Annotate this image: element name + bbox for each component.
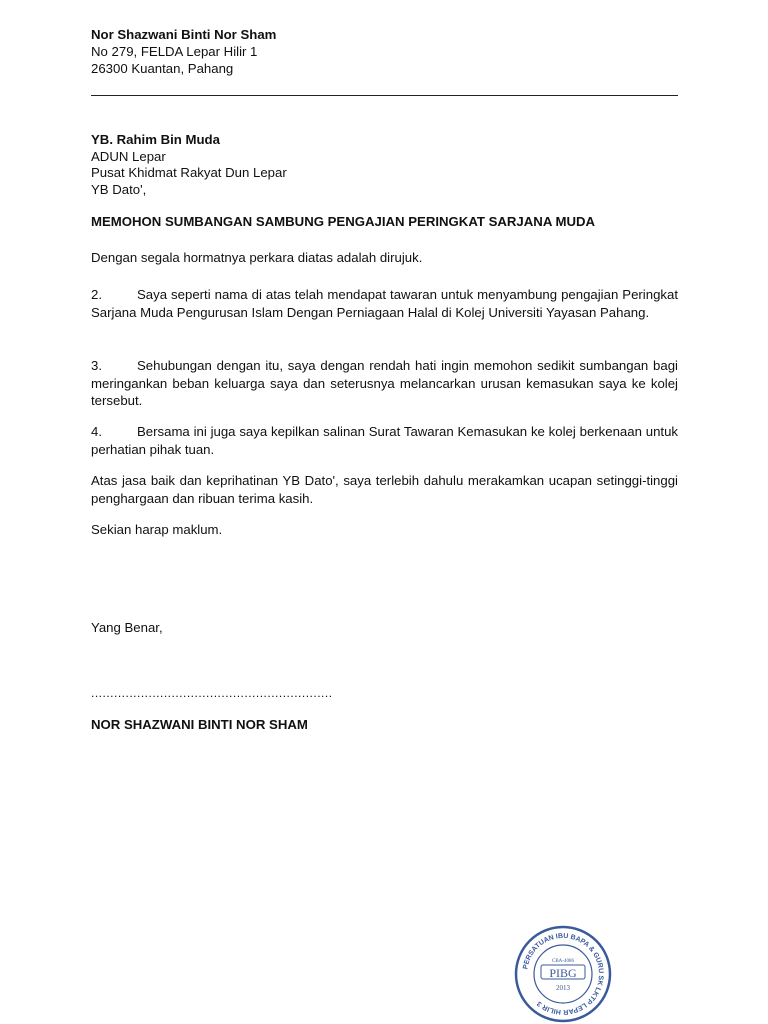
paragraph-number: 4.	[91, 424, 102, 439]
recipient-line1: ADUN Lepar	[91, 149, 166, 164]
sender-name: Nor Shazwani Binti Nor Sham	[91, 27, 277, 42]
signoff-closing: Yang Benar,	[91, 620, 163, 635]
seal-year: 2013	[556, 984, 570, 992]
recipient-salutation: YB Dato',	[91, 182, 147, 197]
body-paragraph-3	[91, 357, 678, 410]
body-intro: Dengan segala hormatnya perkara diatas adalah dirujuk.	[91, 250, 423, 265]
pibg-seal-stamp	[513, 924, 613, 1024]
sender-address-line1: No 279, FELDA Lepar Hilir 1	[91, 44, 258, 59]
paragraph-number: 2.	[91, 287, 102, 302]
signature-line: ...............................................................	[91, 686, 333, 700]
paragraph-text: Saya seperti nama di atas telah mendapat tawaran untuk menyambung pengajian Peringkat Sarjana Muda Pengurusan Islam Dengan Perniagaan Halal di Kolej Universiti Yayasan Pahang.	[91, 287, 678, 320]
sender-address-line2: 26300 Kuantan, Pahang	[91, 61, 234, 76]
signoff-name: NOR SHAZWANI BINTI NOR SHAM	[91, 717, 308, 732]
body-paragraph-2	[91, 286, 678, 321]
recipient-line2: Pusat Khidmat Rakyat Dun Lepar	[91, 165, 287, 180]
paragraph-text: Bersama ini juga saya kepilkan salinan Surat Tawaran Kemasukan ke kolej berkenaan untuk perhatian pihak tuan.	[91, 424, 678, 457]
paragraph-number: 3.	[91, 358, 102, 373]
body-paragraph-4	[91, 423, 678, 458]
seal-ring-text: PERSATUAN IBU BAPA & GURU SK LKTP LEPAR HILIR 3	[522, 932, 605, 1016]
recipient-name: YB. Rahim Bin Muda	[91, 132, 220, 147]
body-thanks: Atas jasa baik dan keprihatinan YB Dato', saya terlebih dahulu merakamkan ucapan setinggi-tinggi penghargaan dan ribuan terima kasih.	[91, 473, 678, 506]
seal-code: CBA-4086	[552, 959, 574, 964]
seal-acronym: PIBG	[549, 966, 577, 980]
paragraph-text: Sehubungan dengan itu, saya dengan rendah hati ingin memohon sedikit sumbangan bagi meringankan beban keluarga saya dan seterusnya melancarkan urusan kemasukan saya ke kolej tersebut.	[91, 358, 678, 408]
letter-subject: MEMOHON SUMBANGAN SAMBUNG PENGAJIAN PERINGKAT SARJANA MUDA	[91, 214, 596, 229]
header-divider	[91, 95, 678, 96]
body-closing-note: Sekian harap maklum.	[91, 522, 223, 537]
